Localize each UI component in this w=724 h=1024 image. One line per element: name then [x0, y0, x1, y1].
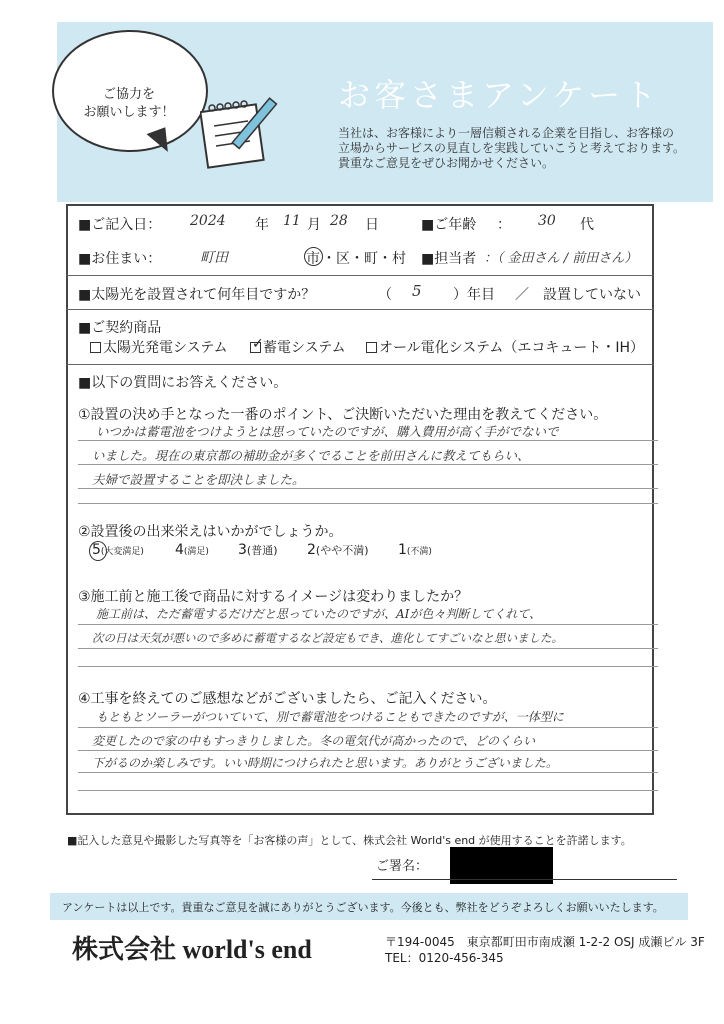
product-option-battery — [250, 337, 346, 357]
staff-value: ：（ 金田さん / 前田さん） — [484, 251, 638, 266]
company-address: 〒194-0045 東京都町田市南成瀬 1-2-2 OSJ 成瀬ビル 3F — [385, 935, 705, 949]
answer-line — [78, 727, 658, 728]
date-label: ■ご記入日： — [78, 217, 162, 233]
product-option-label: 蓄電システム — [263, 340, 346, 356]
row-divider — [66, 275, 654, 276]
year-unit: 年 — [255, 217, 269, 233]
answer-line — [78, 648, 658, 649]
age-value: 30 — [538, 213, 556, 229]
rating-value: 1 — [398, 542, 407, 558]
rating-caption: (大変満足) — [100, 547, 144, 557]
intro-line-1: 当社は、お客様により一層信頼される企業を目指し、お客様の — [338, 126, 675, 140]
row-divider — [66, 364, 654, 365]
answer-line — [78, 790, 658, 791]
page-title: お客さまアンケート — [338, 76, 661, 114]
consent-text: ■記入した意見や撮影した写真等を「お客様の声」として、株式会社 World's end が使用することを許諾します。 — [67, 834, 632, 847]
solar-slash: ／ — [515, 287, 529, 303]
intro-line-3: 貴重なご意見をぜひお聞かせください。 — [338, 156, 555, 170]
address-options: ・区・町・村 — [322, 251, 406, 267]
intro-line-2: 立場からサービスの見直しを実践していこうと考えております。 — [338, 141, 686, 155]
row-divider — [66, 309, 654, 310]
rating-value: 4 — [175, 542, 184, 558]
answer-3-line-2: 次の日は天気が悪いので多めに蓄電するなど設定もでき、進化してすごいなと思いました。 — [92, 631, 564, 645]
answer-line — [78, 750, 658, 751]
intro-text — [338, 126, 708, 171]
product-option-solar — [90, 337, 228, 357]
rating-option-5 — [92, 542, 144, 558]
rating-option-4 — [175, 542, 209, 558]
address-city: 市 — [306, 251, 320, 267]
answer-1-line-1: いつかは蓄電池をつけようとは思っていたのですが、購入費用が高く手がでないで — [96, 424, 559, 439]
bubble-line-2: お願いします！ — [83, 105, 175, 120]
answer-4-line-1: もともとソーラーがついていて、別で蓄電池をつけることもできたのですが、一体型に — [96, 710, 564, 724]
solar-paren-open: （ — [378, 287, 392, 303]
age-colon: ： — [497, 217, 511, 233]
answer-line — [78, 464, 658, 465]
answer-4-line-3: 下がるのか楽しみです。いい時期につけられたと思います。ありがとうございました。 — [92, 756, 558, 770]
answer-1-line-3: 夫婦で設置することを即決しました。 — [92, 472, 305, 487]
age-unit: 代 — [580, 217, 594, 233]
signature-line — [372, 879, 677, 880]
solar-question: ■太陽光を設置されて何年目ですか？ — [78, 287, 316, 303]
rating-caption: (やや不満) — [315, 544, 369, 557]
answer-line — [78, 488, 658, 489]
bubble-text — [74, 86, 184, 122]
rating-caption: (不満) — [406, 547, 432, 557]
staff-label: ■担当者 — [421, 251, 477, 267]
age-label: ■ご年齢 — [421, 217, 477, 233]
rating-value: 3 — [238, 542, 247, 558]
solar-years: 5 — [412, 282, 422, 300]
answer-1-line-2: いました。現在の東京都の補助金が多くでることを前田さんに教えてもらい、 — [92, 448, 530, 463]
rating-option-2 — [307, 542, 369, 558]
question-3: ③施工前と施工後で商品に対するイメージは変わりましたか？ — [78, 589, 469, 605]
product-option-all-electric — [366, 337, 644, 357]
rating-option-1 — [398, 542, 432, 558]
footer-thanks: アンケートは以上です。貴重なご意見を誠にありがとうございます。今後とも、弊社をどうぞよろしくお願いいたします。 — [62, 901, 664, 914]
company-name: 株式会社 world's end — [72, 935, 312, 964]
company-tel: TEL：0120-456-345 — [385, 951, 504, 965]
products-label: ■ご契約商品 — [78, 320, 162, 336]
answer-line — [78, 624, 658, 625]
day-unit: 日 — [365, 217, 379, 233]
answer-4-line-2: 変更したので家の中もすっきりしました。冬の電気代が高かったので、どのくらい — [92, 734, 536, 748]
question-4: ④工事を終えてのご感想などがございましたら、ご記入ください。 — [78, 691, 497, 707]
answer-line — [78, 440, 658, 441]
answer-3-line-1: 施工前は、ただ蓄電するだけだと思っていたのですが、AIが色々判断してくれて、 — [96, 607, 542, 621]
rating-caption: (満足) — [183, 547, 209, 557]
answer-line — [78, 666, 658, 667]
rating-value: 5 — [92, 542, 101, 558]
checkbox-icon — [366, 342, 377, 353]
address-label: ■お住まい： — [78, 251, 162, 267]
rating-value: 2 — [307, 542, 316, 558]
checkbox-icon — [90, 342, 101, 353]
solar-none-option: 設置していない — [543, 287, 641, 303]
answer-line — [78, 772, 658, 773]
signature-label: ご署名： — [376, 859, 429, 874]
product-option-label: オール電化システム（エコキュート・IH） — [379, 340, 644, 356]
product-option-label: 太陽光発電システム — [103, 340, 228, 356]
answer-line — [78, 503, 658, 504]
question-2: ②設置後の出来栄えはいかがでしょうか。 — [78, 524, 343, 540]
questions-intro: ■以下の質問にお答えください。 — [78, 375, 288, 391]
bubble-line-1: ご協力を — [102, 87, 155, 102]
rating-caption: (普通) — [246, 544, 278, 557]
question-1: ①設置の決め手となった一番のポイント、ご決断いただいた理由を教えてください。 — [78, 407, 608, 423]
rating-option-3 — [238, 542, 278, 558]
solar-suffix: ）年目 — [453, 287, 495, 303]
date-day: 28 — [330, 213, 348, 229]
month-unit: 月 — [307, 217, 321, 233]
address-value: 町田 — [200, 250, 228, 266]
date-year: 2024 — [190, 213, 226, 229]
check-mark-icon: ✓ — [252, 336, 264, 352]
notebook-pen-icon — [200, 94, 284, 172]
date-month: 11 — [283, 213, 301, 229]
